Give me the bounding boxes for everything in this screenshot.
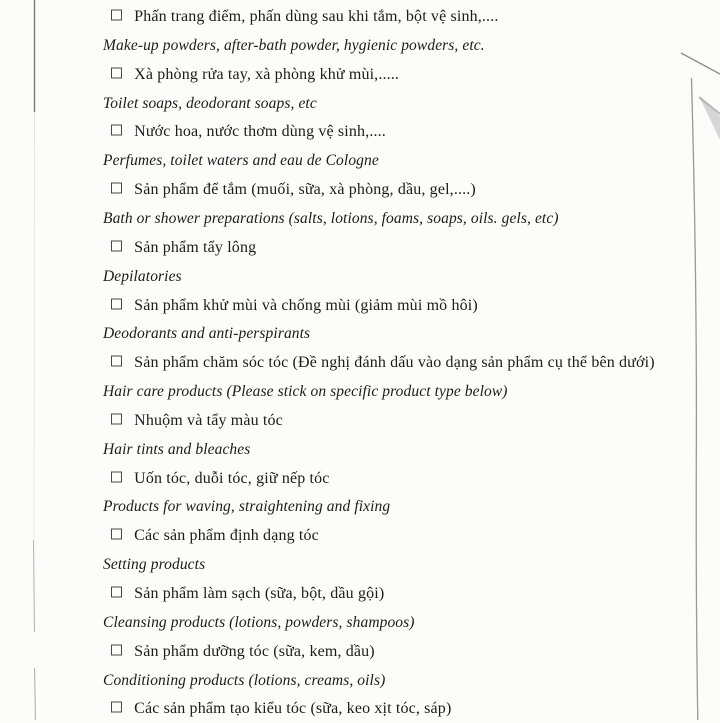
- scan-left-edge-line-bottom: [35, 668, 36, 720]
- scan-corner-diagonal-line: [681, 53, 720, 74]
- checklist-item-vietnamese: [111, 291, 478, 320]
- checklist-item-vietnamese: [111, 2, 499, 31]
- checkbox-unchecked-icon: [111, 471, 122, 482]
- checklist-item-vietnamese: [111, 60, 399, 89]
- item-label-english-translation: Toilet soaps, deodorant soaps, etc: [103, 94, 317, 112]
- scan-left-edge-line-lower: [34, 540, 35, 632]
- item-label-english-translation: Perfumes, toilet waters and eau de Cologne: [103, 152, 379, 170]
- item-label-vietnamese: Sản phẩm để tắm (muối, sữa, xà phòng, dầu, gel,....): [134, 181, 476, 199]
- checkbox-unchecked-icon: [111, 413, 122, 424]
- checkbox-unchecked-icon: [111, 10, 122, 21]
- checklist-item-vietnamese: [111, 579, 384, 608]
- item-label-vietnamese: Sản phẩm khử mùi và chống mùi (giảm mùi mồ hôi): [134, 296, 478, 314]
- checkbox-unchecked-icon: [111, 356, 122, 367]
- item-label-english-translation: Depilatories: [103, 267, 182, 285]
- item-label-english-translation: Conditioning products (lotions, creams, oils): [103, 671, 386, 689]
- item-label-english-translation: Setting products: [103, 556, 206, 574]
- checklist-item-vietnamese: [111, 348, 655, 377]
- item-label-english-translation: Cleansing products (lotions, powders, shampoos): [103, 613, 415, 631]
- checkbox-unchecked-icon: [111, 240, 122, 251]
- item-label-vietnamese: Uốn tóc, duỗi tóc, giữ nếp tóc: [134, 469, 330, 487]
- item-label-vietnamese: Xà phòng rửa tay, xà phòng khử mùi,.....: [134, 65, 400, 83]
- checklist-item-vietnamese: [111, 521, 319, 550]
- page-corner-fold-edge: [699, 97, 720, 114]
- item-label-vietnamese: Sản phẩm làm sạch (sữa, bột, dầu gội): [134, 585, 385, 602]
- item-label-vietnamese: Phấn trang điểm, phấn dùng sau khi tắm, bột vệ sinh,....: [134, 8, 499, 25]
- checklist-item-vietnamese: [111, 464, 330, 493]
- item-label-english-translation: Deodorants and anti-perspirants: [103, 325, 311, 343]
- item-label-english-translation: Make-up powders, after-bath powder, hygienic powders, etc.: [103, 36, 485, 54]
- item-label-vietnamese: Sản phẩm dưỡng tóc (sữa, kem, dầu): [134, 642, 375, 660]
- item-label-english-translation: Hair care products (Please stick on specific product type below): [103, 383, 508, 401]
- scan-left-edge-line-middle: [34, 112, 35, 540]
- item-label-english-translation: Products for waving, straightening and fixing: [103, 498, 391, 516]
- checkbox-unchecked-icon: [111, 298, 122, 309]
- checkbox-unchecked-icon: [111, 644, 122, 655]
- item-label-vietnamese: Sản phẩm tẩy lông: [134, 238, 257, 256]
- scan-right-edge-line: [692, 78, 698, 720]
- item-label-english-translation: Hair tints and bleaches: [103, 440, 251, 458]
- checkbox-unchecked-icon: [111, 125, 122, 136]
- checklist-item-vietnamese: [111, 694, 451, 723]
- item-label-vietnamese: Sản phẩm chăm sóc tóc (Đề nghị đánh dấu vào dạng sản phẩm cụ thể bên dưới): [134, 354, 655, 372]
- item-label-vietnamese: Nước hoa, nước thơm dùng vệ sinh,....: [134, 123, 386, 141]
- checkbox-unchecked-icon: [111, 67, 122, 78]
- checklist-item-vietnamese: [111, 406, 283, 435]
- item-label-vietnamese: Các sản phẩm tạo kiểu tóc (sữa, keo xịt tóc, sáp): [134, 700, 452, 718]
- item-label-english-translation: Bath or shower preparations (salts, lotions, foams, soaps, oils. gels, etc): [103, 209, 559, 227]
- checklist-item-vietnamese: [111, 233, 256, 262]
- item-label-vietnamese: Các sản phẩm định dạng tóc: [134, 527, 319, 545]
- checkbox-unchecked-icon: [111, 183, 122, 194]
- page-corner-fold-shadow: [700, 98, 720, 140]
- checkbox-unchecked-icon: [111, 529, 122, 540]
- checkbox-unchecked-icon: [111, 702, 122, 713]
- checklist-item-vietnamese: [111, 117, 386, 146]
- checkbox-unchecked-icon: [111, 587, 122, 598]
- checklist-item-vietnamese: [111, 637, 375, 666]
- checklist-item-vietnamese: [111, 175, 476, 204]
- item-label-vietnamese: Nhuộm và tẩy màu tóc: [134, 411, 283, 429]
